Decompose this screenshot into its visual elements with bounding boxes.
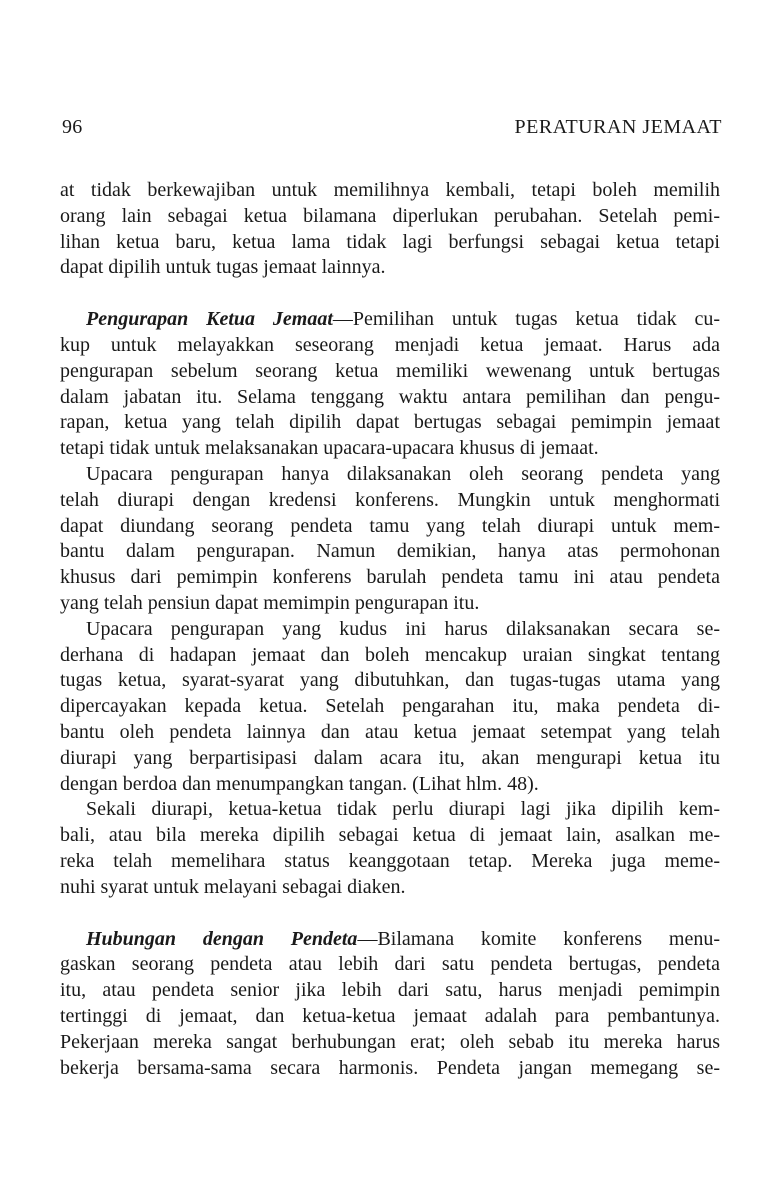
text-line: gaskan seorang pendeta atau lebih dari satu pendeta bertugas, pendeta [60,953,720,976]
text-line: bantu dalam pengurapan. Namun demikian, hanya atas permohonan [60,540,720,563]
text-line: diurapi yang berpartisipasi dalam acara itu, akan mengurapi ketua itu [60,746,720,769]
paragraph [60,462,720,617]
section-heading: Pengurapan Ketua Jemaat [86,308,333,331]
text-line: tetapi tidak untuk melaksanakan upacara-upacara khusus di jemaat. [60,437,599,460]
text-line: telah diurapi dengan kredensi konferens. Mungkin untuk menghormati [60,488,720,511]
section-heading: Hubungan dengan Pendeta [86,927,358,950]
text-line: tertinggi di jemaat, dan ketua-ketua jemaat adalah para pembantunya. [60,1004,720,1027]
text-line: at tidak berkewajiban untuk memilihnya kembali, tetapi boleh memilih [60,179,720,201]
text-line [60,307,720,333]
running-head: PERATURAN JEMAAT [514,116,722,138]
text-line: dapat dipilih untuk tugas jemaat lainnya. [60,256,386,279]
text-line: bali, atau bila mereka dipilih sebagai ketua di jemaat lain, asalkan me- [60,824,720,847]
text-line: dipercayakan kepada ketua. Setelah pengarahan itu, maka pendeta di- [60,695,720,718]
text-line-body: —Bilamana komite konferens menu- [357,927,720,950]
text-line: Upacara pengurapan hanya dilaksanakan oleh seorang pendeta yang [86,462,720,485]
text-line: khusus dari pemimpin konferens barulah pendeta tamu ini atau pendeta [60,566,720,589]
section-paragraph-hubungan [60,927,720,1082]
text-line [60,927,720,953]
text-line: orang lain sebagai ketua bilamana diperlukan perubahan. Setelah pemi- [60,204,720,227]
text-line: nuhi syarat untuk melayani sebagai diaken. [60,875,406,898]
text-line: Sekali diurapi, ketua-ketua tidak perlu diurapi lagi jika dipilih kem- [86,798,720,821]
text-line: Upacara pengurapan yang kudus ini harus dilaksanakan secara se- [86,617,720,640]
text-line: pengurapan sebelum seorang ketua memiliki wewenang untuk bertugas [60,359,720,382]
text-line: reka telah memelihara status keanggotaan tetap. Mereka juga meme- [60,849,720,872]
text-line: kup untuk melayakkan seseorang menjadi ketua jemaat. Harus ada [60,333,720,356]
section-paragraph-pengurapan [60,307,720,462]
text-line: tugas ketua, syarat-syarat yang dibutuhkan, dan tugas-tugas utama yang [60,669,720,692]
text-line: dengan berdoa dan menumpangkan tangan. (Lihat hlm. 48). [60,772,539,795]
text-line: bekerja bersama-sama secara harmonis. Pendeta jangan memegang se- [60,1056,720,1079]
text-line: lihan ketua baru, ketua lama tidak lagi berfungsi sebagai ketua tetapi [60,230,720,253]
text-line-body: —Pemilihan untuk tugas ketua tidak cu- [332,308,720,331]
page-number: 96 [62,116,83,138]
text-line: bantu oleh pendeta lainnya dan atau ketua jemaat setempat yang telah [60,720,720,743]
paragraph [60,617,720,798]
text-line: dalam jabatan itu. Selama tenggang waktu antara pemilihan dan pengu- [60,385,720,408]
text-line: rapan, ketua yang telah dipilih dapat bertugas sebagai pemimpin jemaat [60,411,720,434]
text-line: Pekerjaan mereka sangat berhubungan erat; oleh sebab itu mereka harus [60,1030,720,1053]
paragraph [60,178,720,281]
text-line: dapat diundang seorang pendeta tamu yang telah diurapi untuk mem- [60,514,720,537]
text-line: itu, atau pendeta senior jika lebih dari satu, harus menjadi pemimpin [60,979,720,1002]
paragraph [60,797,720,900]
text-line: yang telah pensiun dapat memimpin pengurapan itu. [60,591,480,614]
body-text [60,178,720,1081]
text-line: derhana di hadapan jemaat dan boleh mencakup uraian singkat tentang [60,643,720,666]
